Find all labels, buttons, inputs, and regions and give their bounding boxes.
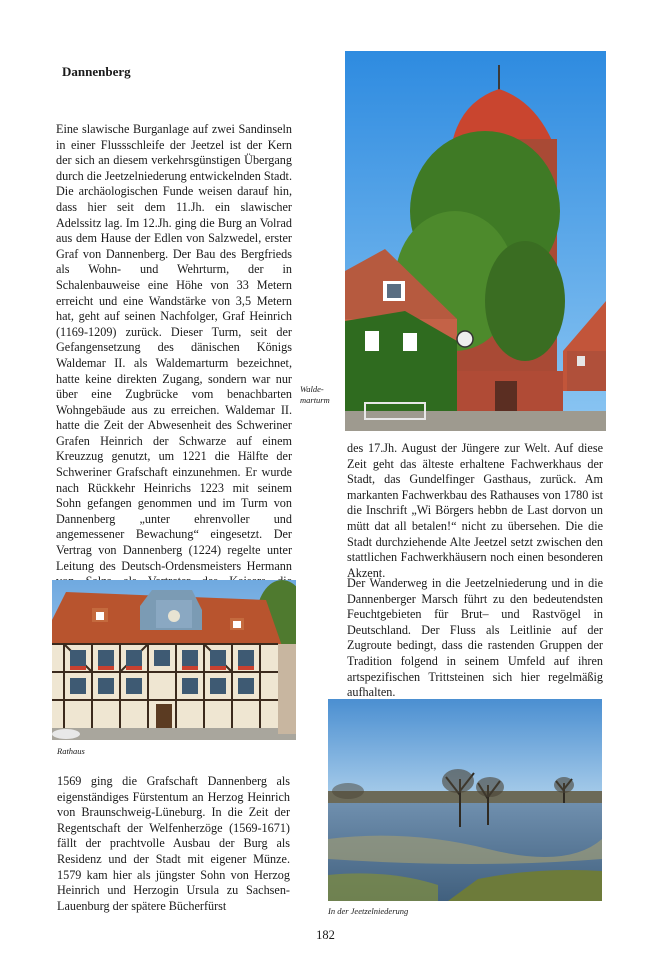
jeetzelniederung-photo [328,699,602,901]
rathaus-caption: Rathaus [57,746,85,756]
body-paragraph-rathaus: des 17.Jh. August der Jüngere zur Welt. Auf diese Zeit geht das älteste erhaltene Fachwerkhaus der Stadt, das Gundelfinger Gasthaus, zurück. Am markanten Fachwerkbau des Rathauses von 1780 ist die Inschrift „Wi Börgers hebbn de Last dorvon un mütt dat all betalen!“ nicht zu übersehen. Die die Stadt durchziehende Alte Jeetzel setzt zwischen den stattlichen Fachwerkhäusern noch einen besonderen Akzent. [347,441,603,580]
waldemarturm-caption-line1: Walde- [300,384,324,394]
page-number: 182 [316,928,335,942]
rathaus-photo [52,580,296,740]
waldemarturm-caption-line2: marturm [300,395,330,405]
section-heading: Dannenberg [62,64,131,79]
body-paragraph-grafschaft: 1569 ging die Grafschaft Dannenberg als eigenständiges Fürstentum an Herzog Heinrich von Braunschweig-Lüneburg. In die Zeit der Regentschaft der Welfenherzöge (1569-1671) fällt der prachtvolle Ausbau der Burg als Residenz und der Stadt mit eigener Münze. 1579 kam hier als jüngster Sohn von Herzog Heinrich und Herzogin Ursula zu Sachsen-Lauenburg der spätere Bücherfürst [57,774,290,913]
body-paragraph-jeetzelniederung: Der Wanderweg in die Jeetzelniederung und in die Dannenberger Marsch führt zu den bedeutendsten Feuchtgebieten für Brut– und Rastvögel in Deutschland. Der Fluss als Leitlinie auf der Zugroute bedingt, dass die rastenden Gruppen der Tradition folgend in seinem Umfeld auf ihren artspezifischen Trittsteinen sich hier regelmäßig aufhalten. [347,576,603,700]
body-paragraph-history: Eine slawische Burganlage auf zwei Sandinseln in einer Flussschleife der Jeetzel ist der Kern der sich an diesem verkehrsgünstigen Übergang durch die Jeetzelniederung entwickelnden Stadt. Die archäologischen Funde weisen darauf hin, dass hier seit dem 11.Jh. ein slawischer Adelssitz lag. Im 12.Jh. ging die Burg an Volrad aus dem Hause der Edlen von Salzwedel, erster Graf von Dannenberg. Der Bau des Bergfrieds als Wohn- und Wehrturm, der in Schalenbauweise eine Höhe von 33 Metern erreicht und eine Wandstärke von 3,5 Metern hat, geht auf seinen Nachfolger, Graf Heinrich (1169-1209) zurück. Dieser Turm, seit der Gefangensetzung des dänischen Königs Waldemar II. als Waldemarturm bezeichnet, hatte keine direkten Zugang, sondern war nur über eine Zugbrücke vom benachbarten Wohngebäude aus zu erreichen. Waldemar II. hatte die Zeit der Abwesenheit des Schweriner Grafen Heinrich der Schwarze auf einem Kreuzzug genutzt, um 1221 die Hälfte der Schweriner Grafschaft einzunehmen. Er wurde nach Rückkehr Heinrichs 1223 mit seinem Sohn gefangen genommen und im Turm von Dannenberg „unter ehrenvoller und angemessener Bewachung“ eingesetzt. Der Vertrag von Dannenberg (1224) regelte unter Leitung des Deutsch-Ordensmeisters Hermann [56,122,292,573]
jeetzelniederung-caption: In der Jeetzelniederung [328,906,409,916]
waldemarturm-photo [345,51,606,431]
